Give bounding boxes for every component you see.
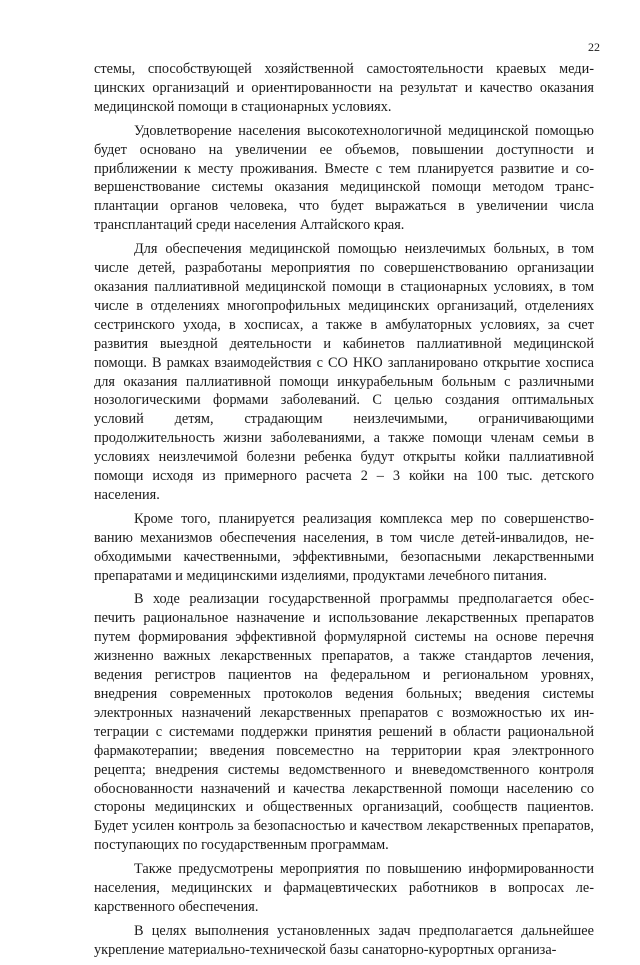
page-number: 22 [588,40,600,54]
paragraph-high-tech-care: Удовлетворение населения высокотехнологичной медицинской помощью будет основано на увеличении ее объемов, повышении доступности и приближении к месту проживания. Вместе с тем планируется развитие и совершенствование системы оказания медицинской помощи методом трансплантации органов человека, что будет выражаться в увеличении числа трансплантаций среди населения Алтайского края. [94,122,594,234]
paragraph-palliative-care: Для обеспечения медицинской помощью неизлечимых больных, в том числе детей, разработаны мероприятия по совершенствованию организации оказания паллиативной медицинской помощи в стационарных условиях, в том числе в отделениях многопрофильных медицинских организаций, отделениях сестринского ухода, в хосписах, а также в амбулаторных условиях, за счет развития выездной деятельности и кабинетов паллиативной медицинской помощи. В рамках взаимодействия с СО НКО запланировано открытие хосписа для оказания паллиативной помощи инкурабельным больным с различными нозологическими формами заболеваний. С целью создания оптимальных условий детям, страдающим неизлечимыми, ограничивающими продолжительность жизни заболеваниями, а также помощи членам семьи в условиях неизлечимой болезни ребенка будут открыты койки паллиативной помощи исходя из примерного расчета 2 – 3 койки на 100 тыс. детского населения. [94,241,594,503]
paragraph-awareness: Также предусмотрены мероприятия по повышению информированности населения, медицинских и фармацевтических работников в вопросах лекарственного обеспечения. [94,861,594,915]
paragraph-continuation: стемы, способствующей хозяйственной самостоятельности краевых медицинских организаций и ориентированности на результат и качество оказания медицинской помощи в стационарных условиях. [94,61,594,115]
paragraph-drug-provision: Кроме того, планируется реализация комплекса мер по совершенствованию механизмов обеспечения населения, в том числе детей-инвалидов, необходимыми качественными, эффективными, безопасными лекарственными препаратами и медицинскими изделиями, продуктами лечебного питания. [94,510,594,584]
paragraph-sanatorium: В целях выполнения установленных задач предполагается дальнейшее укрепление материально-технической базы санаторно-курортных организа- [94,922,594,958]
document-body [94,60,594,965]
paragraph-program-implementation: В ходе реализации государственной программы предполагается обеспечить рациональное назначение и использование лекарственных препаратов путем формирования эффективной формулярной системы на основе перечня жизненно важных лекарственных препаратов, а также стандартов лечения, ведения регистров пациентов на федеральном и региональном уровнях, внедрения современных протоколов ведения больных; введения системы электронных назначений лекарственных препаратов с возможностью их интеграции с системами поддержки принятия решений в области рациональной фармакотерапии; введения повсеместно на территории края электронного рецепта; внедрения системы ведомственного и вневедомственного контроля обоснованности назначений и качества лекарственной помощи населению со стороны медицинских и общественных организаций, сообществ пациентов. Будет усилен контроль за безопасностью и качеством лекарственных препаратов, поступающих по государственным программам. [94,591,594,854]
